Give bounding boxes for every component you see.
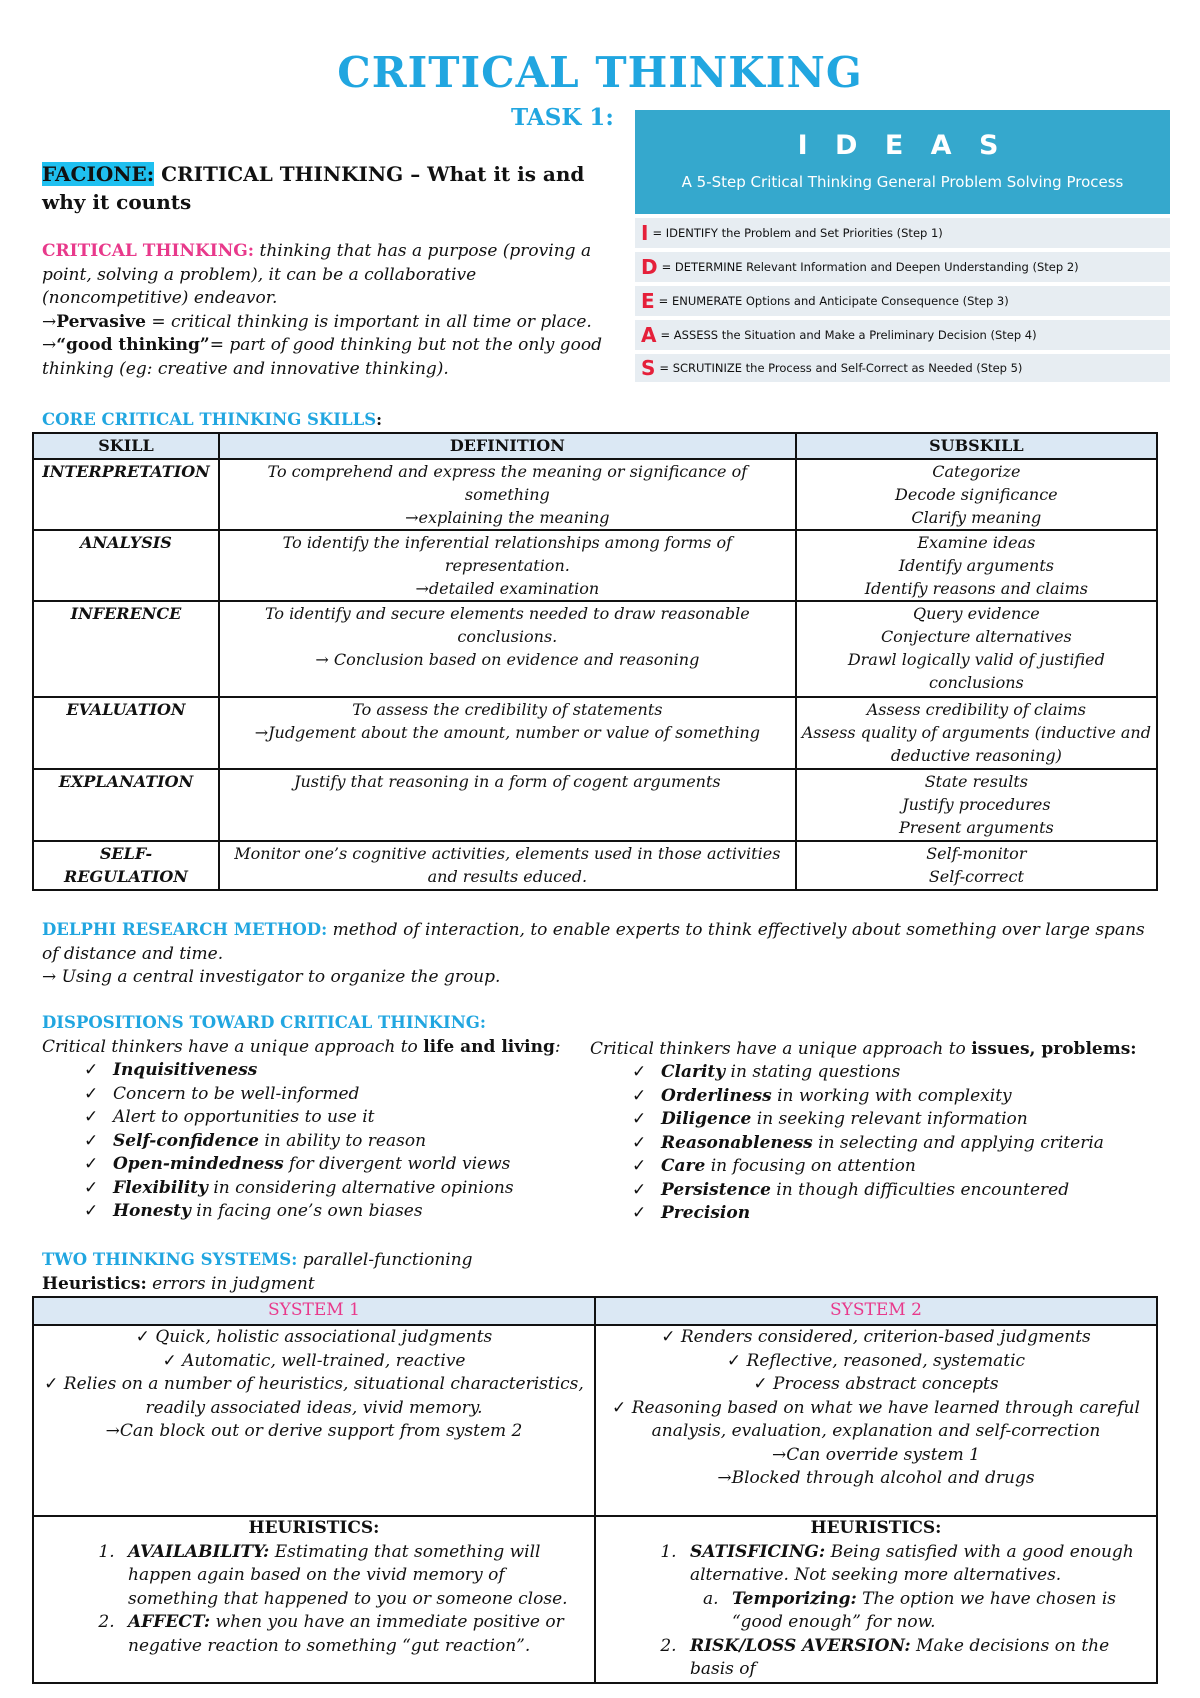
ideas-letter: A bbox=[641, 323, 657, 347]
subskill: Conjecture alternatives bbox=[880, 627, 1072, 646]
skill-cell: SELF-REGULATION bbox=[33, 841, 219, 890]
list-item bbox=[590, 1085, 1170, 1109]
disposition-term: Flexibility bbox=[113, 1177, 208, 1198]
heuristics-list bbox=[40, 1541, 588, 1659]
list-item bbox=[590, 1202, 1170, 1226]
subskill-cell bbox=[796, 601, 1157, 697]
ideas-letter: D bbox=[641, 255, 658, 279]
dispositions-right-list bbox=[590, 1061, 1170, 1226]
definition-text: Monitor one’s cognitive activities, elements used in those activities and results educed. bbox=[234, 844, 781, 886]
dispositions-left-list bbox=[42, 1059, 602, 1224]
ideas-row bbox=[635, 354, 1170, 382]
definition-cell bbox=[219, 769, 796, 841]
definition-cell bbox=[219, 459, 796, 530]
subskill: Drawl logically valid of justified conclusions bbox=[847, 650, 1105, 692]
heuristics-title: HEURISTICS: bbox=[810, 1518, 942, 1538]
two-systems-line bbox=[42, 1248, 1162, 1273]
disposition-text: in facing one’s own biases bbox=[190, 1201, 423, 1221]
good-thinking-line bbox=[42, 334, 622, 381]
list-item bbox=[682, 1541, 1150, 1635]
page-title: CRITICAL THINKING bbox=[337, 48, 863, 97]
delphi-section bbox=[42, 918, 1162, 990]
disposition-text: in though difficulties encountered bbox=[770, 1179, 1070, 1200]
delphi-note: → Using a central investigator to organize the group. bbox=[42, 967, 501, 987]
disposition-text: in focusing on attention bbox=[705, 1156, 916, 1176]
definition-text: To assess the credibility of statements bbox=[352, 700, 663, 719]
system-item: ✓ Automatic, well-trained, reactive bbox=[40, 1350, 588, 1374]
disposition-term: Honesty bbox=[113, 1201, 191, 1221]
heuristic-term: Temporizing: bbox=[731, 1588, 857, 1609]
ideas-letter: S bbox=[641, 356, 656, 380]
list-item bbox=[42, 1059, 602, 1083]
col-header-system-2: SYSTEM 2 bbox=[595, 1297, 1157, 1325]
delphi-text: method of interaction, to enable experts to think effectively about something over large spans of distance and time. bbox=[42, 920, 1145, 964]
definition-cell bbox=[219, 530, 796, 601]
system-note: →Can override system 1 bbox=[771, 1444, 980, 1465]
ct-text: thinking that has a purpose (proving a point, solving a problem), it can be a collaborative (noncompetitive) endeavor. bbox=[42, 241, 592, 308]
table-row bbox=[33, 459, 1157, 530]
list-item bbox=[42, 1130, 602, 1154]
disposition-term: Care bbox=[661, 1156, 706, 1176]
subskill-cell bbox=[796, 530, 1157, 601]
heuristic-term: AFFECT: bbox=[128, 1612, 211, 1632]
table-header-row bbox=[33, 1297, 1157, 1325]
list-item bbox=[42, 1153, 602, 1177]
disposition-text: for divergent world views bbox=[283, 1154, 511, 1174]
ideas-header bbox=[635, 110, 1170, 214]
disposition-text: Alert to opportunities to use it bbox=[113, 1107, 375, 1127]
list-item bbox=[42, 1083, 602, 1107]
subskill: Self-correct bbox=[928, 867, 1024, 886]
ideas-letter: I bbox=[641, 221, 649, 245]
list-item bbox=[120, 1611, 588, 1658]
col-header-subskill: SUBSKILL bbox=[796, 433, 1157, 459]
disposition-text: in ability to reason bbox=[258, 1130, 427, 1151]
disposition-text: Concern to be well-informed bbox=[113, 1083, 360, 1104]
system-2-cell bbox=[595, 1325, 1157, 1516]
disposition-term: Precision bbox=[661, 1203, 751, 1223]
definition-note: →detailed examination bbox=[415, 579, 600, 598]
good-thinking-term: “good thinking” bbox=[56, 335, 210, 355]
system-2-heuristics bbox=[595, 1516, 1157, 1683]
disposition-term: Inquisitiveness bbox=[113, 1060, 258, 1080]
list-item bbox=[42, 1106, 602, 1130]
disposition-text: in seeking relevant information bbox=[751, 1109, 1028, 1129]
list-item bbox=[590, 1155, 1170, 1179]
subskill-cell bbox=[796, 459, 1157, 530]
dispositions-right-intro bbox=[590, 1038, 1170, 1062]
list-item bbox=[590, 1108, 1170, 1132]
definition-text: To identify the inferential relationships among forms of representation. bbox=[282, 533, 732, 575]
ideas-step-text: = IDENTIFY the Problem and Set Priorities (Step 1) bbox=[652, 226, 943, 240]
facione-text: CRITICAL THINKING – What it is and why it counts bbox=[42, 162, 585, 214]
disposition-text: in working with complexity bbox=[771, 1085, 1012, 1106]
heuristic-text: Make decisions on the basis of bbox=[689, 1635, 1110, 1679]
disposition-term: Persistence bbox=[661, 1179, 771, 1200]
facione-heading bbox=[42, 160, 622, 216]
list-item bbox=[724, 1588, 1150, 1635]
heuristics-list bbox=[602, 1541, 1150, 1682]
ideas-step-text: = ENUMERATE Options and Anticipate Consequence (Step 3) bbox=[658, 294, 1009, 308]
ideas-row bbox=[635, 252, 1170, 282]
disposition-text: in considering alternative opinions bbox=[207, 1177, 514, 1198]
subskill-cell bbox=[796, 769, 1157, 841]
system-item: ✓ Reasoning based on what we have learned through careful analysis, evaluation, explanation and self-correction bbox=[602, 1397, 1150, 1444]
table-row bbox=[33, 530, 1157, 601]
definition-note: →explaining the meaning bbox=[405, 508, 610, 527]
heuristic-term: SATISFICING: bbox=[689, 1541, 826, 1562]
disposition-text: in stating questions bbox=[725, 1062, 901, 1082]
intro-bold: issues, problems: bbox=[971, 1039, 1137, 1059]
heuristic-text: Being satisfied with a good enough alternative. Not seeking more alternatives. bbox=[689, 1541, 1134, 1585]
table-header-row bbox=[33, 433, 1157, 459]
subskill: Examine ideas bbox=[917, 533, 1036, 552]
delphi-label: DELPHI RESEARCH METHOD: bbox=[42, 920, 328, 939]
systems-table bbox=[32, 1296, 1158, 1684]
good-thinking-text: = part of good thinking but not the only good thinking (eg: creative and innovative thinking). bbox=[42, 335, 603, 379]
system-item: ✓ Process abstract concepts bbox=[602, 1373, 1150, 1397]
table-row bbox=[33, 769, 1157, 841]
two-systems-section bbox=[42, 1248, 1162, 1296]
subskill: State results bbox=[924, 772, 1028, 791]
system-item: ✓ Renders considered, criterion-based judgments bbox=[602, 1326, 1150, 1350]
core-skills-heading bbox=[42, 410, 382, 429]
subskill-cell bbox=[796, 841, 1157, 890]
ideas-title: I D E A S bbox=[797, 130, 1008, 161]
list-item bbox=[120, 1541, 588, 1612]
disposition-term: Orderliness bbox=[661, 1085, 772, 1106]
table-row bbox=[33, 1516, 1157, 1683]
definition-text: Justify that reasoning in a form of cogent arguments bbox=[294, 772, 721, 791]
table-row bbox=[33, 697, 1157, 769]
definition-note: → Conclusion based on evidence and reasoning bbox=[315, 650, 700, 669]
ideas-row bbox=[635, 286, 1170, 316]
subskill: Categorize bbox=[932, 462, 1021, 481]
skill-cell: EVALUATION bbox=[33, 697, 219, 769]
system-1-heuristics bbox=[33, 1516, 595, 1683]
skill-cell: INFERENCE bbox=[33, 601, 219, 697]
dispositions-left bbox=[42, 1036, 602, 1060]
ideas-row bbox=[635, 320, 1170, 350]
list-item bbox=[42, 1177, 602, 1201]
ct-label: CRITICAL THINKING: bbox=[42, 241, 255, 261]
table-row bbox=[33, 1325, 1157, 1516]
subskill: Decode significance bbox=[895, 485, 1058, 504]
heuristics-line bbox=[42, 1273, 1162, 1297]
list-item bbox=[42, 1200, 602, 1224]
pervasive-text: = critical thinking is important in all time or place. bbox=[145, 311, 592, 332]
subskill: Clarify meaning bbox=[911, 508, 1042, 527]
subskill-cell bbox=[796, 697, 1157, 769]
system-note: →Blocked through alcohol and drugs bbox=[717, 1468, 1035, 1488]
list-item bbox=[590, 1061, 1170, 1085]
definition-text: To identify and secure elements needed to draw reasonable conclusions. bbox=[264, 604, 750, 646]
skill-cell: INTERPRETATION bbox=[33, 459, 219, 530]
definition-cell bbox=[219, 601, 796, 697]
skill-cell: EXPLANATION bbox=[33, 769, 219, 841]
core-heading-colon: : bbox=[376, 410, 383, 429]
facione-label: FACIONE: bbox=[42, 162, 155, 186]
arrow-icon: → bbox=[42, 335, 57, 355]
intro-end: : bbox=[554, 1037, 561, 1057]
definition-cell bbox=[219, 841, 796, 890]
disposition-text: in selecting and applying criteria bbox=[812, 1132, 1104, 1153]
subskill: Identify arguments bbox=[898, 556, 1054, 575]
ideas-row bbox=[635, 218, 1170, 248]
task-heading: TASK 1: bbox=[511, 104, 614, 131]
heuristic-term: RISK/LOSS AVERSION: bbox=[689, 1635, 911, 1656]
ct-definition bbox=[42, 240, 622, 311]
intro-text: Critical thinkers have a unique approach to bbox=[42, 1037, 424, 1057]
dispositions-heading: DISPOSITIONS TOWARD CRITICAL THINKING: bbox=[42, 1013, 486, 1032]
ideas-step-text: = ASSESS the Situation and Make a Preliminary Decision (Step 4) bbox=[660, 328, 1037, 342]
system-note: →Can block out or derive support from system 2 bbox=[105, 1421, 523, 1441]
core-heading-text: CORE CRITICAL THINKING SKILLS bbox=[42, 410, 377, 429]
ideas-graphic bbox=[635, 110, 1170, 380]
subskill: Self-monitor bbox=[926, 844, 1027, 863]
system-item: ✓ Relies on a number of heuristics, situational characteristics, readily associated ideas, vivid memory. bbox=[40, 1373, 588, 1420]
disposition-term: Self-confidence bbox=[113, 1130, 259, 1151]
delphi-definition bbox=[42, 918, 1162, 966]
disposition-term: Diligence bbox=[661, 1109, 752, 1129]
disposition-term: Open-mindedness bbox=[113, 1154, 284, 1174]
dispositions-left-intro bbox=[42, 1036, 602, 1060]
ideas-step-text: = DETERMINE Relevant Information and Deepen Understanding (Step 2) bbox=[661, 260, 1079, 274]
definition-cell bbox=[219, 697, 796, 769]
heuristic-text: The option we have chosen is “good enough” for now. bbox=[731, 1588, 1117, 1632]
subskill: Assess credibility of claims bbox=[866, 700, 1086, 719]
two-systems-text: parallel-functioning bbox=[297, 1250, 473, 1270]
system-item: ✓ Quick, holistic associational judgments bbox=[40, 1326, 588, 1350]
list-item bbox=[590, 1179, 1170, 1203]
skill-cell: ANALYSIS bbox=[33, 530, 219, 601]
subskill: Query evidence bbox=[912, 604, 1040, 623]
pervasive-term: Pervasive bbox=[56, 311, 146, 332]
intro-bold: life and living bbox=[423, 1037, 555, 1057]
disposition-term: Reasonableness bbox=[661, 1132, 813, 1153]
col-header-system-1: SYSTEM 1 bbox=[33, 1297, 595, 1325]
definition-text: To comprehend and express the meaning or significance of something bbox=[267, 462, 748, 504]
pervasive-line bbox=[42, 311, 622, 335]
ideas-subtitle: A 5-Step Critical Thinking General Problem Solving Process bbox=[681, 173, 1124, 191]
sub-list bbox=[690, 1588, 1150, 1635]
heuristics-label: Heuristics: bbox=[42, 1273, 147, 1294]
col-header-definition: DEFINITION bbox=[219, 433, 796, 459]
subskill: Identify reasons and claims bbox=[864, 579, 1089, 598]
list-item bbox=[590, 1132, 1170, 1156]
two-systems-label: TWO THINKING SYSTEMS: bbox=[42, 1250, 298, 1269]
table-row bbox=[33, 841, 1157, 890]
subskill: Present arguments bbox=[899, 818, 1054, 837]
disposition-term: Clarity bbox=[661, 1062, 726, 1082]
subskill: Justify procedures bbox=[902, 795, 1051, 814]
system-item: ✓ Reflective, reasoned, systematic bbox=[602, 1350, 1150, 1374]
intro-text: Critical thinkers have a unique approach to bbox=[590, 1039, 972, 1059]
definition-note: →Judgement about the amount, number or value of something bbox=[254, 723, 760, 742]
col-header-skill: SKILL bbox=[33, 433, 219, 459]
table-row bbox=[33, 601, 1157, 697]
heuristics-title: HEURISTICS: bbox=[248, 1518, 380, 1538]
heuristics-text: errors in judgment bbox=[146, 1273, 315, 1294]
system-1-cell bbox=[33, 1325, 595, 1516]
ideas-letter: E bbox=[641, 289, 655, 313]
critical-thinking-intro bbox=[42, 240, 622, 381]
heuristic-term: AVAILABILITY: bbox=[128, 1541, 270, 1562]
arrow-icon: → bbox=[42, 311, 57, 332]
ideas-step-text: = SCRUTINIZE the Process and Self-Correct as Needed (Step 5) bbox=[659, 361, 1023, 375]
core-skills-table bbox=[32, 432, 1158, 891]
subskill: Assess quality of arguments (inductive and deductive reasoning) bbox=[801, 723, 1151, 765]
heuristic-text: when you have an immediate positive or negative reaction to something “gut reaction”. bbox=[128, 1612, 564, 1656]
list-item bbox=[682, 1635, 1150, 1682]
heuristic-text: Estimating that something will happen again based on the vivid memory of something that happened to you or someone close. bbox=[128, 1541, 568, 1609]
